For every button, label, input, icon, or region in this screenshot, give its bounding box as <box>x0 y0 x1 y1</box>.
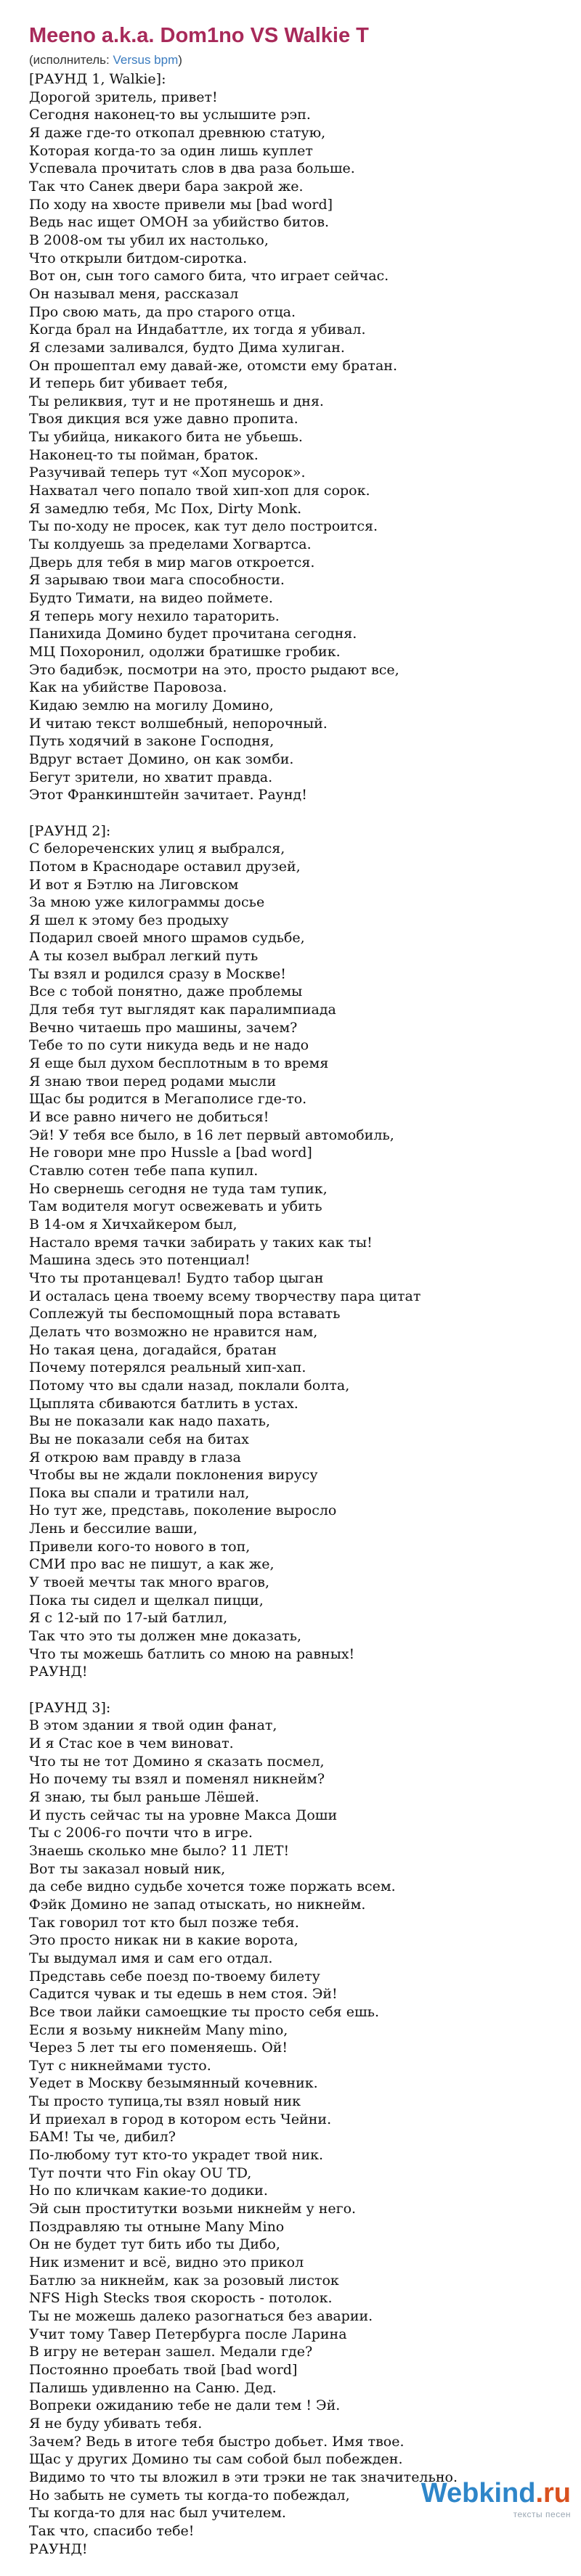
lyric-line: Этот Франкинштейн зачитает. Раунд! <box>29 787 307 804</box>
lyric-line: Для тебя тут выглядят как паралимпиада <box>29 1002 336 1018</box>
lyric-line: БАМ! Ты че, дибил? <box>29 2129 176 2146</box>
lyric-line: Твоя дикция вся уже давно пропита. <box>29 411 298 428</box>
lyric-line: Через 5 лет ты его поменяешь. Ой! <box>29 2040 288 2056</box>
lyric-line: Цыплята сбиваются батлить в устах. <box>29 1395 298 1412</box>
song-title: Meeno a.k.a. Dom1no VS Walkie T <box>29 24 369 47</box>
lyric-line: Ты выдумал имя и сам его отдал. <box>29 1950 273 1966</box>
lyric-line: Батлю за никнейм, как за розовый листок <box>29 2272 339 2289</box>
lyric-line: Так говорил тот кто был позже тебя. <box>29 1914 299 1931</box>
lyric-line: В этом здании я твой один фанат, <box>29 1717 277 1734</box>
lyric-line: Ты с 2006-го почти что в игре. <box>29 1825 253 1841</box>
lyric-line: Подарил своей много шрамов судьбе, <box>29 930 305 946</box>
lyrics-body <box>29 70 559 2576</box>
lyrics-stanza <box>29 70 559 804</box>
lyric-line: Ставлю сотен тебе папа купил. <box>29 1163 259 1179</box>
performer-line <box>29 52 552 68</box>
lyric-line: Дверь для тебя в мир магов откроется. <box>29 554 315 571</box>
lyric-line: Ты убийца, никакого бита не убьешь. <box>29 429 303 446</box>
lyric-line: Как на убийстве Паровоза. <box>29 679 227 696</box>
lyric-line: СМИ про вас не пишут, а как же, <box>29 1556 275 1573</box>
lyric-line: Почему потерялся реальный хип-хап. <box>29 1359 306 1376</box>
lyric-line: Это просто никак ни в какие ворота, <box>29 1932 298 1949</box>
lyric-line: Ты по-ходу не просек, как тут дело построится. <box>29 518 378 535</box>
lyric-line: Я открою вам правду в глаза <box>29 1449 241 1465</box>
logo-kind: kind <box>479 2478 536 2508</box>
lyric-line: Все твои лайки самоещкие ты просто себя ешь. <box>29 2003 380 2020</box>
lyric-line: Ты просто тупица,ты взял новый ник <box>29 2093 301 2110</box>
lyric-line: РАУНД! <box>29 2540 88 2557</box>
lyric-line: Там водителя могут освежевать и убить <box>29 1198 322 1215</box>
lyric-line: Зачем? Ведь в итоге тебя быстро добьет. Имя твое. <box>29 2433 405 2450</box>
lyric-line: Уедет в Москву безымянный кочевник. <box>29 2075 318 2092</box>
lyric-line: NFS High Stecks твоя скорость - потолок. <box>29 2290 333 2307</box>
lyric-line: РАУНД! <box>29 1664 88 1680</box>
lyric-line: Щас бы родится в Мегаполисе где-то. <box>29 1091 307 1108</box>
logo-web: Web <box>420 2478 479 2508</box>
lyric-line: Представь себе поезд по-твоему билету <box>29 1968 320 1984</box>
lyric-line: Так что, спасибо тебе! <box>29 2522 195 2539</box>
lyric-line: Соплежуй ты беспомощный пора вставать <box>29 1306 341 1322</box>
lyric-line: Постоянно проебать твой [bad word] <box>29 2361 298 2378</box>
lyric-line: Разучивай теперь тут «Хоп мусорок». <box>29 465 306 481</box>
lyric-line: Он называл меня, рассказал <box>29 285 239 302</box>
lyric-line: Пока ты сидел и щелкал пицци, <box>29 1592 264 1608</box>
lyric-line: Видимо то что ты вложил в эти трэки не так значительно. <box>29 2469 458 2485</box>
lyric-line: Я теперь могу нехило тараторить. <box>29 608 280 624</box>
lyric-line: Настало время тачки забирать у таких как ты! <box>29 1234 373 1251</box>
lyric-line: Не говори мне про Hussle а [bad word] <box>29 1145 312 1161</box>
lyric-line: У твоей мечты так много врагов, <box>29 1574 270 1591</box>
lyric-line: И теперь бит убивает тебя, <box>29 375 228 392</box>
lyric-line: Когда брал на Индабаттле, их тогда я убивал. <box>29 322 366 338</box>
lyric-line: Ты взял и родился сразу в Москве! <box>29 965 286 982</box>
lyric-line: За мною уже килограммы досье <box>29 894 265 911</box>
lyric-line: Наконец-то ты пойман, браток. <box>29 446 259 463</box>
lyric-line: И приехал в город в котором есть Чейни. <box>29 2111 332 2127</box>
lyric-line: Вы не показали как надо пахать, <box>29 1413 271 1430</box>
lyric-line: [РАУНД 2]: <box>29 822 111 839</box>
lyric-line: Но тут же, представь, поколение выросло <box>29 1502 337 1519</box>
lyric-line: Я даже где-то откопал древнюю статую, <box>29 124 326 141</box>
lyric-line: Ты не можешь далеко разогнаться без аварии. <box>29 2308 373 2324</box>
lyric-line: Щас у других Домино ты сам собой был побежден. <box>29 2451 403 2468</box>
lyric-line: Но такая цена, догадайся, братан <box>29 1341 277 1358</box>
lyric-line: Я еще был духом бесплотным в то время <box>29 1055 329 1072</box>
lyrics-stanza <box>29 1699 559 2559</box>
lyric-line: Я не буду убивать тебя. <box>29 2415 203 2432</box>
lyric-line: Бегут зрители, но хватит правда. <box>29 769 273 785</box>
lyric-line: Но забыть не суметь ты когда-то побеждал, <box>29 2487 350 2503</box>
lyric-line: Так что Санек двери бара закрой же. <box>29 178 304 195</box>
lyric-line: Он не будет тут бить ибо ты Дибо, <box>29 2236 280 2253</box>
lyric-line: Так что это ты должен мне доказать, <box>29 1628 302 1645</box>
performer-link[interactable]: Versus bpm <box>113 53 179 67</box>
lyric-line: Поздравляю ты отныне Many Mino <box>29 2218 285 2235</box>
lyric-line: Я знаю, ты был раньше Лёшей. <box>29 1788 259 1805</box>
lyric-line: Успевала прочитать слов в два раза больше. <box>29 160 355 177</box>
lyric-line: Но свернешь сегодня не туда там тупик, <box>29 1180 328 1197</box>
lyric-line: Которая когда-то за один лишь куплет <box>29 142 313 159</box>
lyric-line: С белореченских улиц я выбрался, <box>29 841 285 857</box>
lyric-line: Все с тобой понятно, даже проблемы <box>29 984 303 1000</box>
lyric-line: Что ты протанцевал! Будто табор цыган <box>29 1269 324 1286</box>
lyric-line: Пока вы спали и тратили нал, <box>29 1484 250 1501</box>
lyric-line: Вопреки ожиданию тебе не дали тем ! Эй. <box>29 2397 341 2414</box>
lyric-line: Я зарываю твои мага способности. <box>29 572 285 589</box>
lyric-line: МЦ Похоронил, одолжи братишке гробик. <box>29 644 341 660</box>
lyric-line: Вот он, сын того самого бита, что играет сейчас. <box>29 268 389 285</box>
lyric-line: Я с 12-ый по 17-ый батлил, <box>29 1610 228 1627</box>
lyric-line: По ходу на хвосте привели мы [bad word] <box>29 196 333 213</box>
lyric-line: И я Стас кое в чем виноват. <box>29 1735 234 1751</box>
lyric-line: Чтобы вы не ждали поклонения вирусу <box>29 1467 318 1484</box>
lyric-line: Я слезами заливался, будто Дима хулиган. <box>29 339 345 356</box>
lyric-line: Дорогой зритель, привет! <box>29 89 218 105</box>
lyric-line: Ты колдуешь за пределами Хогвартса. <box>29 536 312 553</box>
lyric-line: А ты козел выбрал легкий путь <box>29 948 259 965</box>
lyric-line: Тут с никнеймами тусто. <box>29 2057 211 2074</box>
lyric-line: В игру не ветеран зашел. Медали где? <box>29 2344 313 2360</box>
lyric-line: Палишь удивленно на Саню. Дед. <box>29 2379 277 2396</box>
lyric-line: И вот я Бэтлю на Лиговском <box>29 876 239 893</box>
lyric-line: И пусть сейчас ты на уровне Макса Доши <box>29 1807 338 1823</box>
lyric-line: Ты когда-то для нас был учителем. <box>29 2505 286 2522</box>
lyric-line: Я знаю твои перед родами мысли <box>29 1073 277 1089</box>
lyric-line: Я шел к этому без продыху <box>29 912 229 928</box>
lyric-line: Знаешь сколько мне было? 11 ЛЕТ! <box>29 1842 290 1859</box>
lyric-line: Эй! У тебя все было, в 16 лет первый автомобиль, <box>29 1127 394 1143</box>
lyric-line: [РАУНД 3]: <box>29 1699 111 1716</box>
lyric-line: Будто Тимати, на видео поймете. <box>29 590 273 607</box>
lyric-line: Делать что возможно не нравится нам, <box>29 1323 318 1340</box>
lyric-line: Потом в Краснодаре оставил друзей, <box>29 858 301 875</box>
lyric-line: Ты реликвия, тут и не протянешь и дня. <box>29 393 324 409</box>
lyric-line: По-любому тут кто-то украдет твой ник. <box>29 2147 324 2164</box>
lyric-line: В 14-ом я Хичхайкером был, <box>29 1216 237 1232</box>
lyric-line: Нахватал чего попало твой хип-хоп для сорок. <box>29 483 370 499</box>
lyric-line: И читаю текст волшебный, непорочный. <box>29 715 328 732</box>
lyric-line: Машина здесь это потенциал! <box>29 1252 251 1269</box>
lyric-line: Учит тому Тавер Петербурга после Ларина <box>29 2326 347 2342</box>
lyric-line: Вы не показали себя на битах <box>29 1431 249 1447</box>
lyric-line: [РАУНД 1, Walkie]: <box>29 71 166 87</box>
lyric-line: Кидаю землю на могилу Домино, <box>29 697 274 713</box>
lyric-line: да себе видно судьбе хочется тоже поржать всем. <box>29 1878 396 1895</box>
lyric-line: Тебе то по сути никуда ведь и не надо <box>29 1037 309 1054</box>
lyric-line: Это бадибэк, посмотри на это, просто рыдают все, <box>29 661 399 678</box>
lyric-line: Потому что вы сдали назад, поклали болта, <box>29 1377 350 1394</box>
lyric-line: Он прошептал ему давай-же, отомсти ему братан. <box>29 357 397 374</box>
lyric-line: Привели кого-то нового в топ, <box>29 1538 251 1555</box>
logo-ru: .ru <box>535 2478 571 2508</box>
lyric-line: И осталась цена твоему всему творчеству пара цитат <box>29 1288 421 1304</box>
lyric-line: Ник изменит и всё, видно это прикол <box>29 2254 304 2271</box>
lyric-line: Про свою мать, да про старого отца. <box>29 303 296 320</box>
lyric-line: Путь ходячий в законе Господня, <box>29 733 275 750</box>
lyric-line: Что ты не тот Домино я сказать посмел, <box>29 1753 325 1770</box>
lyric-line: Тут почти что Fin okay OU TD, <box>29 2164 252 2181</box>
lyric-line: Панихида Домино будет прочитана сегодня. <box>29 626 357 642</box>
lyric-line: Я замедлю тебя, Mc Пох, Dirty Monk. <box>29 500 302 517</box>
lyrics-stanza <box>29 822 559 1682</box>
lyric-line: Но почему ты взял и поменял никнейм? <box>29 1771 325 1788</box>
lyric-line: Фэйк Домино не запад отыскать, но никнейм. <box>29 1896 366 1913</box>
lyric-line: Вот ты заказал новый ник, <box>29 1860 226 1877</box>
lyric-line: Эй сын проститутки возьми никнейм у него. <box>29 2201 357 2217</box>
performer-prefix: (исполнитель: <box>29 53 113 67</box>
lyric-line: Вечно читаешь про машины, зачем? <box>29 1019 298 1036</box>
lyric-line: И все равно ничего не добиться! <box>29 1109 269 1126</box>
lyric-line: В 2008-ом ты убил их настолько, <box>29 232 269 248</box>
lyric-line: Лень и бессилие ваши, <box>29 1521 198 1537</box>
lyric-line: Но по кличкам какие-то додики. <box>29 2183 268 2199</box>
performer-suffix: ) <box>178 53 182 67</box>
lyric-line: Садится чувак и ты едешь в нем стоя. Эй! <box>29 1986 338 2003</box>
lyric-line: Что открыли битдом-сиротка. <box>29 250 248 266</box>
lyric-line: Если я возьму никнейм Many mino, <box>29 2021 288 2038</box>
lyric-line: Что ты можешь батлить со мною на равных! <box>29 1645 355 1662</box>
site-logo[interactable] <box>397 2477 571 2524</box>
lyric-line: Вдруг встает Домино, он как зомби. <box>29 751 294 767</box>
logo-wordmark <box>397 2477 571 2509</box>
lyric-line: Сегодня наконец-то вы услышите рэп. <box>29 107 311 123</box>
lyric-line: Ведь нас ищет ОМОН за убийство битов. <box>29 214 330 231</box>
song-header <box>29 22 552 68</box>
logo-subtitle: тексты песен <box>513 2509 571 2519</box>
